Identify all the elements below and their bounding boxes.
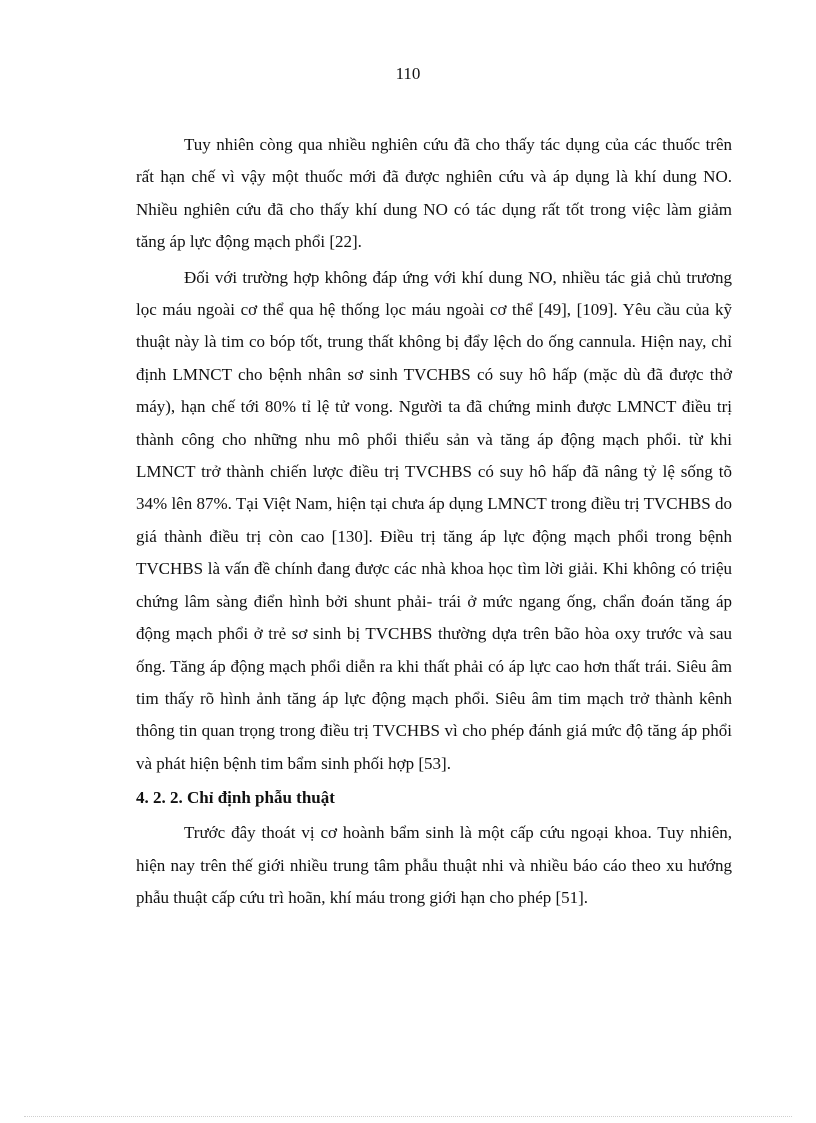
paragraph-ecmo: Đối với trường hợp không đáp ứng với khí dung NO, nhiều tác giả chủ trương lọc máu ngoài cơ thể qua hệ thống lọc máu ngoài cơ thể [49], [109]. Yêu cầu của kỹ thuật này là tim co bóp tốt, trung thất không bị đẩy lệch do ống cannula. Hiện nay, chỉ định LMNCT cho bệnh nhân sơ sinh TVCHBS có suy hô hấp (mặc dù đã được thở máy), hạn chế tới 80% tỉ lệ tử vong. Người ta đã chứng minh được LMNCT điều trị thành công cho những nhu mô phổi thiểu sản và tăng áp động mạch phổi. từ khi LMNCT trở thành chiến lược điều trị TVCHBS có suy hô hấp đã nâng tỷ lệ sống tõ 34% lên 87%. Tại Việt Nam, hiện tại chưa áp dụng LMNCT trong điều trị TVCHBS do giá thành điều trị còn cao [130]. Điều trị tăng áp lực động mạch phổi trong bệnh TVCHBS là vấn đề chính đang được các nhà khoa học tìm lời giải. Khi không có triệu chứng lâm sàng điển hình bởi shunt phải- trái ở mức ngang ống, chẩn đoán tăng áp động mạch phổi ở trẻ sơ sinh bị TVCHBS thường dựa trên bão hòa oxy trước và sau ống. Tăng áp động mạch phổi diễn ra khi thất phải có áp lực cao hơn thất trái. Siêu âm tim thấy rõ hình ảnh tăng áp lực động mạch phổi. Siêu âm tim mạch trở thành kênh thông tin quan trọng trong điều trị TVCHBS vì cho phép đánh giá mức độ tăng áp phổi và phát hiện bệnh tim bẩm sinh phối hợp [53].: [136, 267, 732, 773]
page-bottom-divider: [24, 1116, 792, 1117]
paragraph-surgery: Trước đây thoát vị cơ hoành bẩm sinh là một cấp cứu ngoại khoa. Tuy nhiên, hiện nay trên thế giới nhiều trung tâm phẫu thuật nhi và nhiều báo cáo theo xu hướng phẫu thuật cấp cứu trì hoãn, khí máu trong giới hạn cho phép [51].: [136, 823, 732, 907]
paragraph-no-therapy: Tuy nhiên còng qua nhiều nghiên cứu đã cho thấy tác dụng của các thuốc trên rất hạn chế vì vậy một thuốc mới đã được nghiên cứu và áp dụng là khí dung NO. Nhiều nghiên cứu đã cho thấy khí dung NO có tác dụng rất tốt trong việc làm giảm tăng áp lực động mạch phổi [22].: [136, 135, 732, 252]
section-heading-surgery-indication: 4. 2. 2. Chỉ định phẫu thuật: [136, 788, 335, 808]
document-body: [136, 129, 732, 914]
page-number: 110: [395, 64, 421, 83]
